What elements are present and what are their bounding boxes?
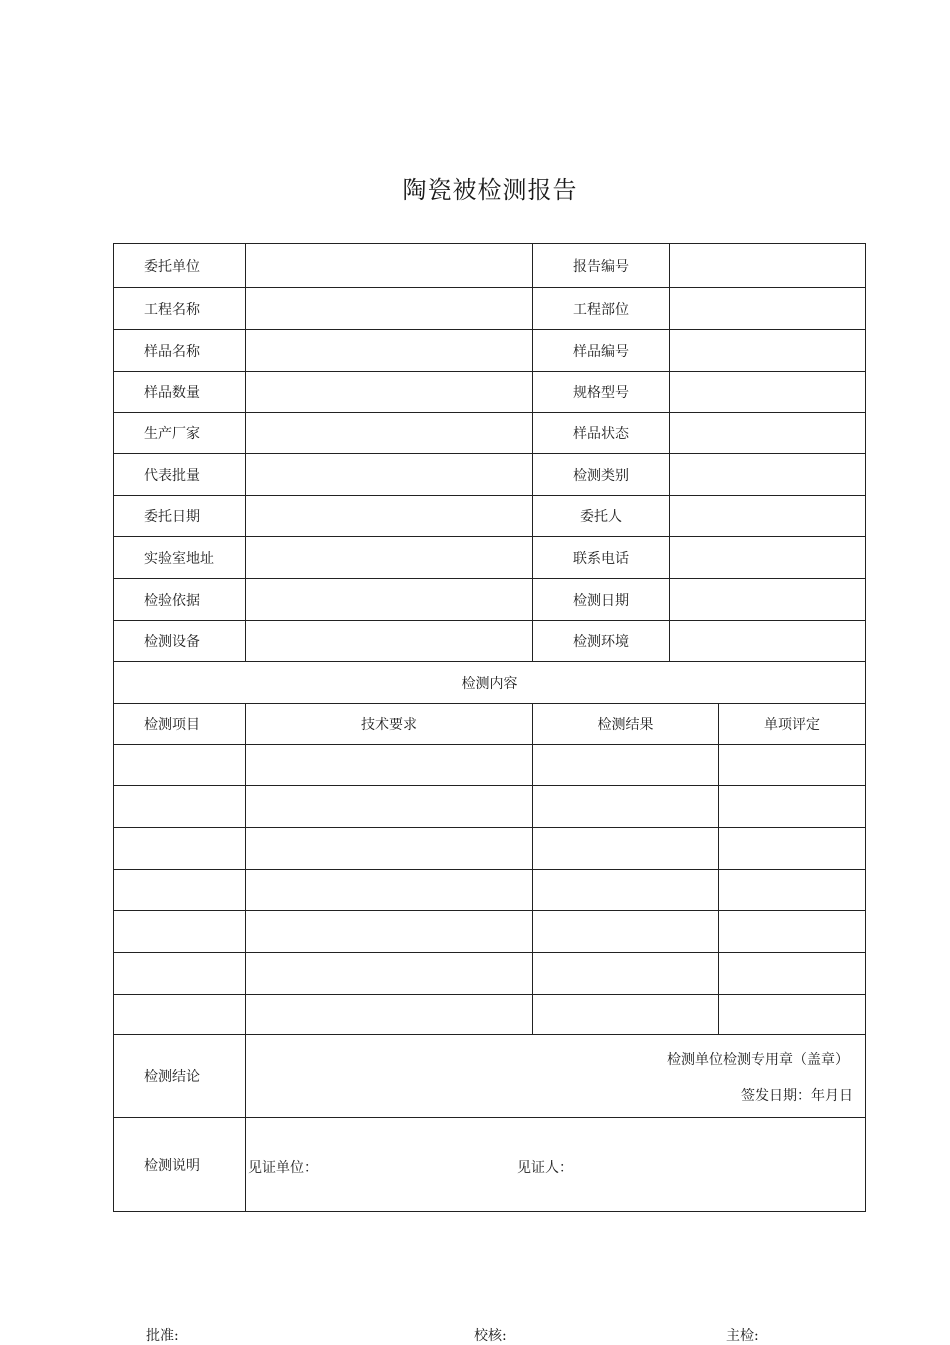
info-row	[114, 537, 866, 579]
info-value[interactable]	[246, 288, 533, 330]
info-value[interactable]	[670, 621, 866, 662]
result-cell[interactable]	[719, 745, 866, 786]
result-cell[interactable]	[533, 995, 719, 1035]
info-label: 样品编号	[533, 330, 670, 372]
info-label: 样品状态	[533, 413, 670, 454]
info-row	[114, 621, 866, 662]
info-value[interactable]	[246, 244, 533, 288]
info-label: 检测日期	[533, 579, 670, 621]
conclusion-label: 检测结论	[114, 1035, 246, 1118]
info-row	[114, 288, 866, 330]
column-header: 检测项目	[114, 704, 246, 745]
info-label: 代表批量	[114, 454, 246, 496]
info-label: 联系电话	[533, 537, 670, 579]
result-cell[interactable]	[246, 995, 533, 1035]
info-value[interactable]	[246, 413, 533, 454]
info-value[interactable]	[246, 621, 533, 662]
info-label: 委托单位	[114, 244, 246, 288]
info-value[interactable]	[670, 413, 866, 454]
info-value[interactable]	[670, 537, 866, 579]
info-value[interactable]	[670, 579, 866, 621]
column-header: 检测结果	[533, 704, 719, 745]
info-value[interactable]	[670, 288, 866, 330]
section-title: 检测内容	[114, 662, 866, 704]
result-cell[interactable]	[533, 828, 719, 870]
result-cell[interactable]	[719, 911, 866, 953]
notes-row	[114, 1118, 866, 1212]
info-label: 样品名称	[114, 330, 246, 372]
info-label: 生产厂家	[114, 413, 246, 454]
result-cell[interactable]	[719, 953, 866, 995]
column-header: 技术要求	[246, 704, 533, 745]
info-label: 委托人	[533, 496, 670, 537]
inspect-label: 主检:	[726, 1328, 759, 1344]
conclusion-row	[114, 1035, 866, 1118]
result-cell[interactable]	[246, 786, 533, 828]
result-cell[interactable]	[246, 870, 533, 911]
info-label: 检测类别	[533, 454, 670, 496]
info-value[interactable]	[246, 579, 533, 621]
info-row	[114, 454, 866, 496]
info-row	[114, 372, 866, 413]
issue-date: 签发日期：年月日	[741, 1088, 853, 1104]
info-value[interactable]	[246, 372, 533, 413]
result-row	[114, 953, 866, 995]
info-row	[114, 579, 866, 621]
result-cell[interactable]	[114, 870, 246, 911]
info-label: 工程部位	[533, 288, 670, 330]
approve-label: 批准:	[146, 1328, 179, 1344]
info-value[interactable]	[246, 537, 533, 579]
info-row	[114, 330, 866, 372]
info-label: 报告编号	[533, 244, 670, 288]
witness-unit-label: 见证单位：	[248, 1160, 318, 1176]
result-cell[interactable]	[719, 786, 866, 828]
info-value[interactable]	[246, 454, 533, 496]
result-cell[interactable]	[246, 911, 533, 953]
review-label: 校核:	[474, 1328, 507, 1344]
column-header: 单项评定	[719, 704, 866, 745]
result-cell[interactable]	[114, 786, 246, 828]
info-value[interactable]	[670, 372, 866, 413]
result-cell[interactable]	[719, 995, 866, 1035]
info-row	[114, 496, 866, 537]
result-cell[interactable]	[246, 828, 533, 870]
conclusion-cell[interactable]	[246, 1035, 866, 1118]
result-row	[114, 870, 866, 911]
result-cell[interactable]	[719, 870, 866, 911]
info-label: 检测环境	[533, 621, 670, 662]
info-label: 检测设备	[114, 621, 246, 662]
result-cell[interactable]	[114, 953, 246, 995]
info-label: 实验室地址	[114, 537, 246, 579]
result-cell[interactable]	[533, 745, 719, 786]
result-row	[114, 828, 866, 870]
info-row	[114, 413, 866, 454]
result-row	[114, 786, 866, 828]
info-label: 检验依据	[114, 579, 246, 621]
info-value[interactable]	[670, 330, 866, 372]
info-value[interactable]	[670, 244, 866, 288]
result-row	[114, 745, 866, 786]
result-cell[interactable]	[533, 786, 719, 828]
info-label: 工程名称	[114, 288, 246, 330]
result-row	[114, 995, 866, 1035]
report-table	[113, 243, 866, 1212]
info-value[interactable]	[246, 330, 533, 372]
info-value[interactable]	[246, 496, 533, 537]
result-cell[interactable]	[719, 828, 866, 870]
result-cell[interactable]	[246, 953, 533, 995]
result-cell[interactable]	[246, 745, 533, 786]
info-label: 样品数量	[114, 372, 246, 413]
info-value[interactable]	[670, 496, 866, 537]
info-label: 委托日期	[114, 496, 246, 537]
result-row	[114, 911, 866, 953]
result-cell[interactable]	[114, 911, 246, 953]
info-row	[114, 244, 866, 288]
witness-person-label: 见证人：	[517, 1160, 573, 1176]
info-label: 规格型号	[533, 372, 670, 413]
result-cell[interactable]	[114, 745, 246, 786]
notes-label: 检测说明	[114, 1118, 246, 1212]
result-cell[interactable]	[114, 995, 246, 1035]
section-row	[114, 662, 866, 704]
notes-cell[interactable]	[246, 1118, 866, 1212]
column-header-row	[114, 704, 866, 745]
result-cell[interactable]	[533, 953, 719, 995]
result-cell[interactable]	[533, 911, 719, 953]
official-seal-text: 检测单位检测专用章（盖章）	[667, 1052, 849, 1068]
info-value[interactable]	[670, 454, 866, 496]
result-cell[interactable]	[533, 870, 719, 911]
report-title: 陶瓷被检测报告	[402, 176, 578, 204]
result-cell[interactable]	[114, 828, 246, 870]
